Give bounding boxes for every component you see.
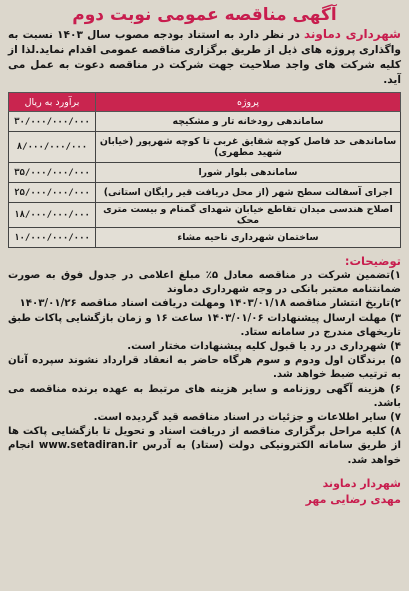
projects-table — [8, 92, 401, 248]
note-item: ۶) هزینه آگهی روزنامه و سایر هزینه های مرتبط به عهده برنده مناقصه می باشد. — [8, 383, 401, 409]
amount-cell: ۳۰/۰۰۰/۰۰۰/۰۰۰ — [9, 112, 96, 132]
amount-cell: ۳۵/۰۰۰/۰۰۰/۰۰۰ — [9, 163, 96, 183]
project-cell: ساختمان شهرداری ناحیه مشاء — [96, 228, 401, 248]
table-row — [9, 132, 401, 163]
note-item: ۴) شهرداری در رد یا قبول کلیه پیشنهادات مختار است. — [127, 341, 401, 353]
note-item: ۲)تاریخ انتشار مناقصه ۱۴۰۳/۰۱/۱۸ ومهلت دریافت اسناد مناقصه ۱۴۰۳/۰۱/۲۶ — [19, 298, 401, 310]
header-amount: برآورد به ریال — [9, 93, 96, 112]
notes-title: توضیحات: — [344, 254, 401, 268]
note-8-end: انجام خواهد شد. — [8, 440, 401, 466]
table-header-row — [9, 93, 401, 112]
project-cell: ساماندهی حد فاصل کوچه شقایق غربی تا کوچه شهرپور (خیابان شهید مطهری) — [96, 132, 401, 163]
ad-title: آگهی مناقصه عمومی نوبت دوم — [72, 5, 337, 25]
header-project: پروژه — [96, 93, 401, 112]
amount-cell: ۲۵/۰۰۰/۰۰۰/۰۰۰ — [9, 183, 96, 203]
org-name: شهرداری دماوند — [303, 27, 401, 41]
note-8-text: ۸) کلیه مراحل برگزاری مناقصه از دریافت اسناد و تحویل تا بازگشایی پاکت ها از طریق سامانه الکترونیکی دولت (ستاد) به آدرس — [8, 426, 402, 452]
amount-cell: ۱۸/۰۰۰/۰۰۰/۰۰۰ — [9, 203, 96, 228]
project-cell: ساماندهی بلوار شورا — [96, 163, 401, 183]
table-row — [9, 183, 401, 203]
amount-cell: ۸/۰۰۰/۰۰۰/۰۰۰ — [9, 132, 96, 163]
table-row — [9, 112, 401, 132]
signer-name: مهدی رضایی مهر — [305, 492, 401, 506]
project-cell: اصلاح هندسی میدان تقاطع خیابان شهدای گمنام و بیست متری محک — [96, 203, 401, 228]
table-row — [9, 163, 401, 183]
project-cell: ساماندهی رودخانه تار و مشکیچه — [96, 112, 401, 132]
project-cell: اجرای آسفالت سطح شهر (از محل دریافت قیر رایگان استانی) — [96, 183, 401, 203]
note-item: ۱)تضمین شرکت در مناقصه معادل ۵٪ مبلغ اعلامی در جدول فوق به صورت ضمانتنامه معتبر بانکی در وجه شهرداری دماوند — [8, 270, 401, 296]
amount-cell: ۱۰/۰۰۰/۰۰۰/۰۰۰ — [9, 228, 96, 248]
table-row — [9, 228, 401, 248]
intro-text: در نظر دارد به استناد بودجه مصوب سال ۱۴۰۳ نسبت به واگذاری پروژه های ذیل از طریق برگزاری مناقصه عمومی اقدام نماید.لذا از کلیه شرکت های واجد صلاحیت جهت شرکت در مناقصه دعوت به عمل می آید. — [8, 29, 401, 86]
note-item-8 — [8, 425, 401, 468]
note-item: ۵) برندگان اول ودوم و سوم هرگاه حاضر به انعقاد قرارداد نشوند سپرده آنان به ترتیب ضبط خواهد شد. — [8, 355, 401, 381]
notes-list — [8, 269, 401, 468]
table-row — [9, 203, 401, 228]
intro-paragraph — [8, 27, 401, 88]
signer-title: شهردار دماوند — [322, 476, 401, 490]
note-item: ۷) سایر اطلاعات و جزئیات در اسناد مناقصه قید گردیده است. — [93, 412, 401, 424]
setad-website-link[interactable]: www.setadiran.ir — [38, 440, 138, 452]
signature-block — [8, 476, 401, 508]
note-item: ۳) مهلت ارسال پیشنهادات ۱۴۰۳/۰۱/۰۶ ساعت ۱۶ و زمان بازگشایی پاکات طبق تاریخهای مندرج در سامانه ستاد. — [8, 312, 401, 338]
